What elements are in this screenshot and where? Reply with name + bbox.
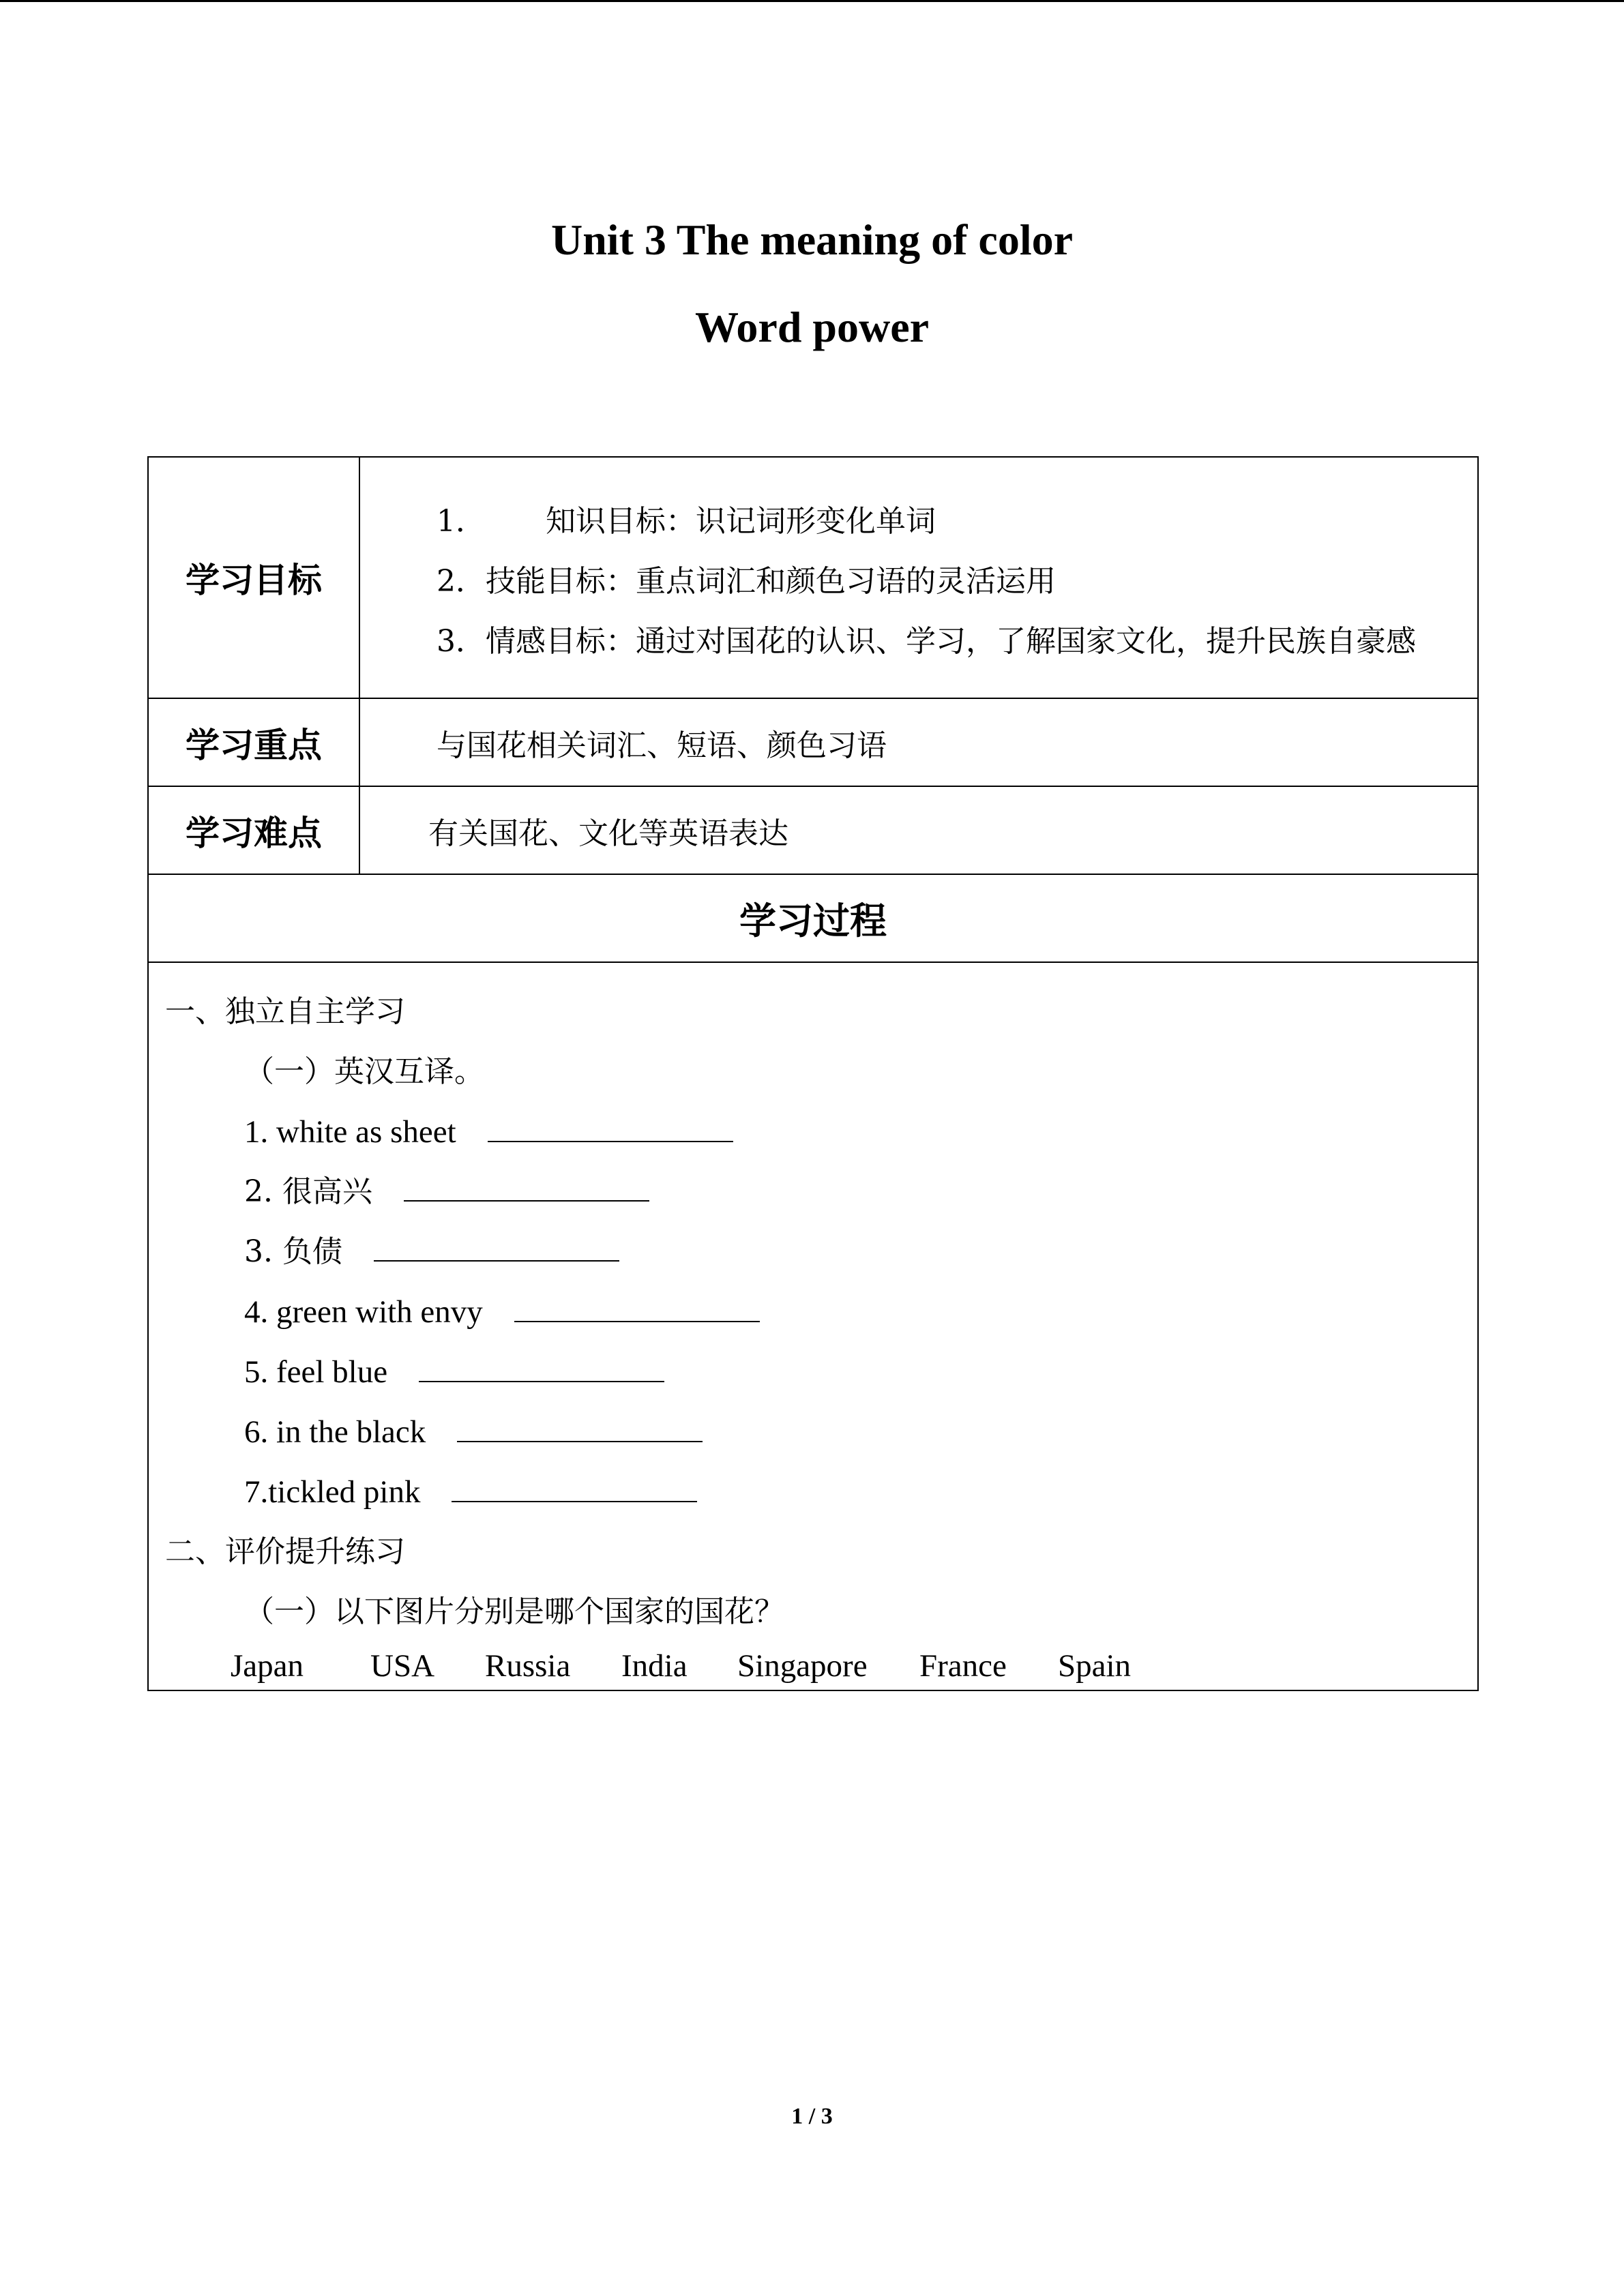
process-body-row <box>148 962 1478 1690</box>
section-1-subtitle: （一）英汉互译。 <box>244 1054 484 1089</box>
translation-item <box>165 1102 1477 1162</box>
answer-blank <box>374 1260 619 1262</box>
item-3-text: 3. 负债 <box>244 1234 342 1269</box>
difficulty-label: 学习难点 <box>148 786 359 874</box>
lesson-plan-table <box>147 456 1479 1691</box>
page-top-border <box>0 0 1624 2</box>
item-2-text: 2. 很高兴 <box>244 1174 372 1209</box>
translation-item <box>165 1342 1477 1402</box>
process-header-row <box>148 874 1478 962</box>
goal-1-number: 1． <box>437 504 486 539</box>
focus-content: 与国花相关词汇、短语、颜色习语 <box>359 698 1478 786</box>
page-subtitle: Word power <box>694 303 930 351</box>
item-1-text: 1. white as sheet <box>244 1114 456 1150</box>
section-2-title: 二、评价提升练习 <box>165 1534 405 1569</box>
country-label: USA <box>370 1648 435 1684</box>
country-label: India <box>621 1648 688 1684</box>
translation-item <box>165 1402 1477 1462</box>
section-1-title: 一、独立自主学习 <box>165 994 405 1029</box>
section-2-subtitle: （一）以下图片分别是哪个国家的国花？ <box>244 1594 784 1629</box>
translation-item <box>165 1282 1477 1342</box>
answer-blank <box>404 1200 649 1202</box>
answer-blank <box>457 1441 703 1442</box>
objectives-row <box>148 457 1478 698</box>
focus-label: 学习重点 <box>148 698 359 786</box>
item-7-text: 7.tickled pink <box>244 1474 421 1510</box>
answer-blank <box>488 1141 733 1142</box>
item-5-text: 5. feel blue <box>244 1354 388 1390</box>
objectives-content <box>359 457 1478 698</box>
focus-row <box>148 698 1478 786</box>
page-number: 1 / 3 <box>791 2104 833 2129</box>
country-label: Singapore <box>737 1648 868 1684</box>
answer-blank <box>452 1501 697 1502</box>
item-4-text: 4. green with envy <box>244 1294 483 1330</box>
country-label: France <box>919 1648 1007 1684</box>
translation-item <box>165 1462 1477 1522</box>
country-label: Japan <box>231 1648 304 1684</box>
country-label: Spain <box>1058 1648 1132 1684</box>
translation-item <box>165 1222 1477 1282</box>
translation-item <box>165 1162 1477 1222</box>
objectives-label: 学习目标 <box>148 457 359 698</box>
item-6-text: 6. in the black <box>244 1414 426 1450</box>
process-content <box>148 962 1478 1690</box>
difficulty-content: 有关国花、文化等英语表达 <box>359 786 1478 874</box>
difficulty-row <box>148 786 1478 874</box>
goal-item-3: 3．情感目标：通过对国花的认识、学习，了解国家文化，提升民族自豪感 <box>437 624 1416 659</box>
page-title: Unit 3 The meaning of color <box>550 215 1074 264</box>
process-header: 学习过程 <box>148 874 1478 962</box>
country-list <box>165 1642 1477 1690</box>
country-label: Russia <box>485 1648 571 1684</box>
goal-item-1 <box>437 492 1450 552</box>
answer-blank <box>419 1381 664 1382</box>
goal-1-text: 知识目标：识记词形变化单词 <box>546 504 936 539</box>
answer-blank <box>514 1321 760 1322</box>
goal-item-2: 2．技能目标：重点词汇和颜色习语的灵活运用 <box>437 564 1056 599</box>
